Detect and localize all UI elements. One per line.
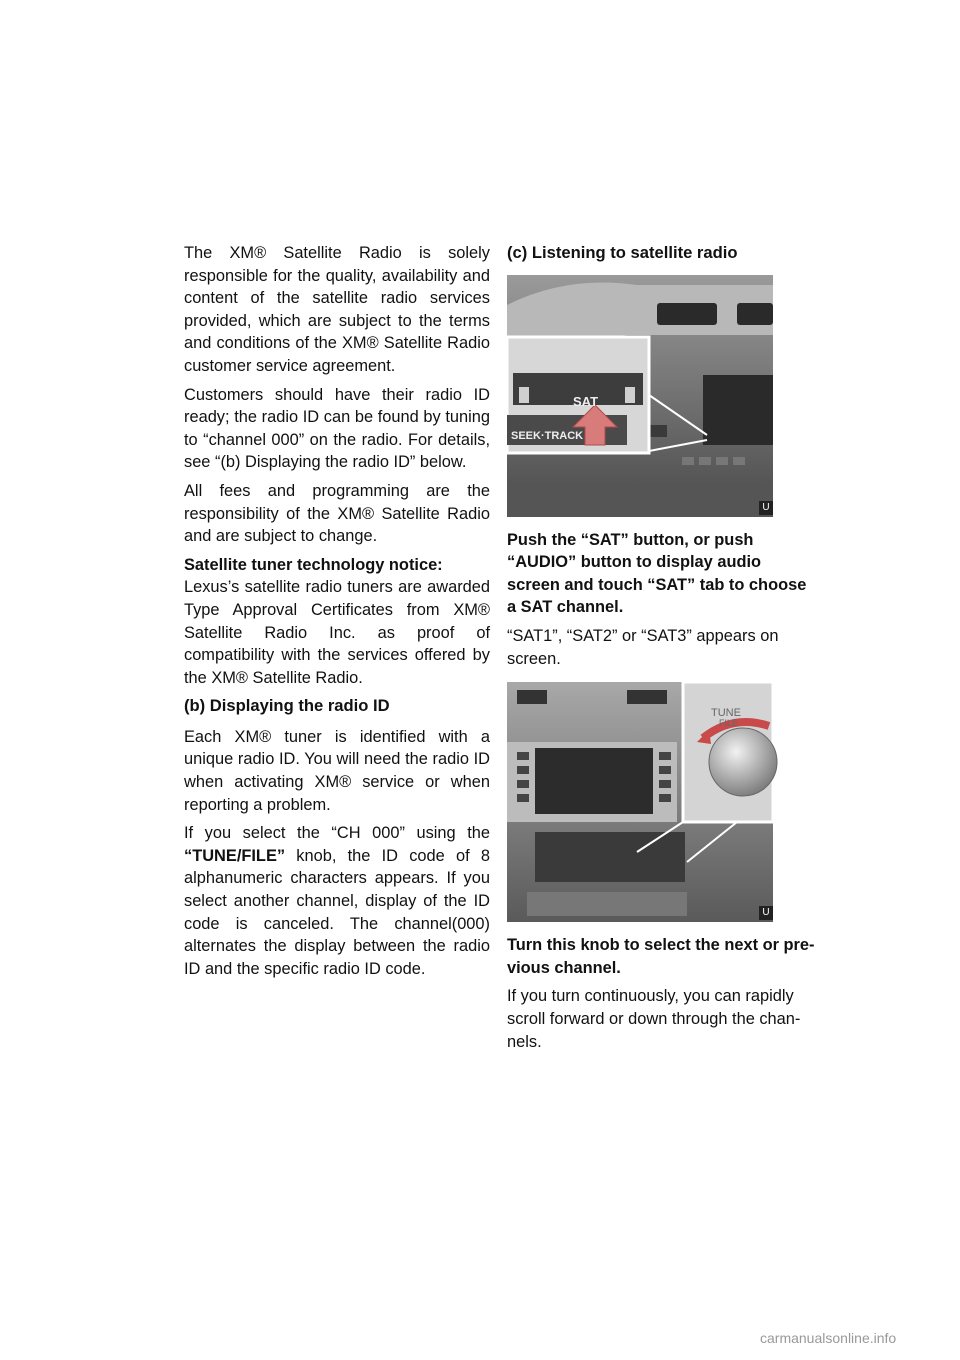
right-column — [507, 242, 815, 1059]
tune-file-label: “TUNE/FILE” — [184, 846, 286, 865]
turn-knob-line-1: Turn this knob to select the next or pre- — [507, 936, 815, 955]
ch000-text-start: If you select the “CH 000” using the — [184, 824, 490, 843]
left-column — [184, 242, 490, 986]
push-sat-line-1: Push the “SAT” button, or push — [507, 530, 754, 549]
tune-knob-label: TUNE — [711, 707, 741, 720]
seek-track-label: SEEK·TRACK — [511, 429, 584, 442]
paragraph-radio-id-ready: Customers should have their radio ID ready; the radio ID can be found by tuning to “channel 000” on the radio. For details, see “(b) Displaying the radio ID” below. — [184, 385, 490, 472]
sat-button-label: SAT — [573, 393, 599, 409]
push-sat-line-2: “AUDIO” button to display audio — [507, 553, 762, 572]
notice-title: Satellite tuner technology notice: — [184, 555, 443, 574]
continuous-line-3: nels. — [507, 1032, 542, 1051]
sat-appears-line-2: screen. — [507, 649, 561, 668]
paragraph-responsibility: The XM® Satellite Radio is solely responsible for the quality, availability and content of the satellite radio services provided, which are subject to the terms and conditions of the XM® Satellite Radio customer service agreement. — [184, 244, 490, 375]
figure-id-tag: U — [759, 501, 773, 515]
continuous-line-2: scroll forward or down through the chan- — [507, 1009, 801, 1028]
sat-button-figure — [507, 275, 773, 517]
section-c-title: (c) Listening to satellite radio — [507, 243, 738, 262]
continuous-line-1: If you turn continuously, you can rapidly — [507, 987, 794, 1006]
section-b-title: (b) Displaying the radio ID — [184, 696, 390, 716]
paragraph-ch000 — [184, 822, 490, 980]
watermark: carmanualsonline.info — [760, 1330, 897, 1346]
dashboard-illustration — [507, 275, 773, 517]
notice-body: Lexus’s satellite radio tuners are awarded Type Approval Certificates from XM® Satellite Radio Inc. as proof of compatibility with the services offered by the XM® Satellite Radio. — [184, 578, 490, 687]
turn-knob-line-2: vious channel. — [507, 958, 621, 977]
push-sat-line-3: screen and touch “SAT” tab to choose — [507, 575, 807, 594]
ch000-text-end: knob, the ID code of 8 alphanumeric characters appears. If you select another channel, display of the ID code is canceled. The channel(000) alternates the display between the radio ID and the specific radio ID code. — [184, 846, 490, 978]
figure-id-tag: U — [759, 906, 773, 920]
paragraph-unique-id: Each XM® tuner is identified with a unique radio ID. You will need the radio ID when activating XM® service or when reporting a problem. — [184, 727, 490, 814]
tune-knob-figure — [507, 682, 773, 922]
file-knob-label: FILE — [719, 718, 739, 729]
push-sat-line-4: a SAT channel. — [507, 598, 624, 617]
sat-appears-line-1: “SAT1”, “SAT2” or “SAT3” appears on — [507, 626, 779, 645]
paragraph-fees: All fees and programming are the responsibility of the XM® Satellite Radio and are subject to change. — [184, 481, 490, 546]
